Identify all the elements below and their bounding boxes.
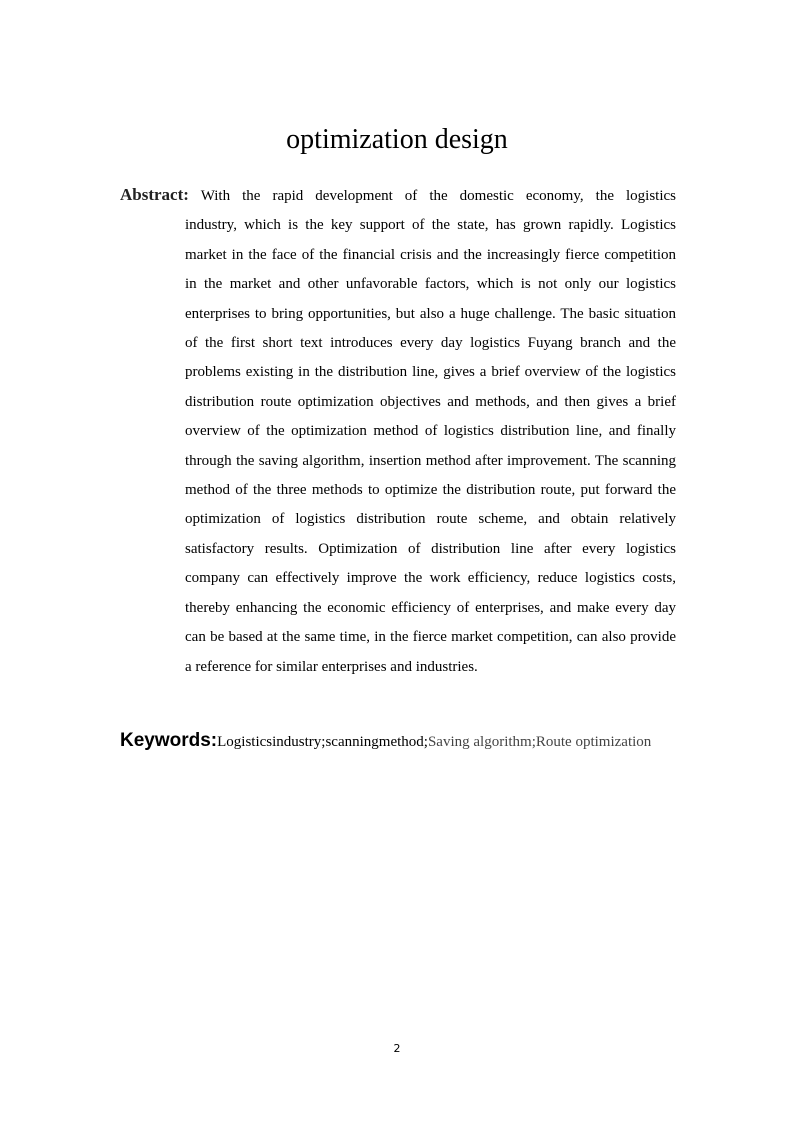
abstract-label: Abstract: xyxy=(120,185,189,204)
page-number: 2 xyxy=(393,1042,401,1055)
keywords-label: Keywords: xyxy=(120,730,218,751)
keywords-section xyxy=(120,728,720,755)
keywords-list-part2: Saving algorithm;Route optimization xyxy=(427,734,652,750)
abstract-section xyxy=(120,180,676,682)
abstract-first-text: With the rapid development of the domestic economy, the logistics xyxy=(200,188,677,204)
page-title: optimization design xyxy=(286,124,508,155)
abstract-body: industry, which is the key support of the state, has grown rapidly. Logistics market in the face of the financial crisis and the increasingly fierce competition in the market and other unfavorable factors, which is not only our logistics enterprises to bring opportunities, but also a huge challenge. The basic situation of the first short text introduces every day logistics Fuyang branch and the problems existing in the distribution line, gives a brief overview of the logistics distribution route optimization objectives and methods, and then gives a brief overview of the optimization method of logistics distribution line, and finally through the saving algorithm, insertion method after improvement. The scanning method of the three methods to optimize the distribution route, put forward the optimization of logistics distribution route scheme, and obtain relatively satisfactory results. Optimization of distribution line after every logistics company can effectively improve the work efficiency, reduce logistics costs, thereby enhancing the economic efficiency of enterprises, and make every day can be based at the same time, in the fierce market competition, can also provide a reference for similar enterprises and industries. xyxy=(185,217,676,675)
keywords-list-part1: Logisticsindustry;scanningmethod; xyxy=(217,734,428,750)
abstract-first-line xyxy=(120,180,676,211)
